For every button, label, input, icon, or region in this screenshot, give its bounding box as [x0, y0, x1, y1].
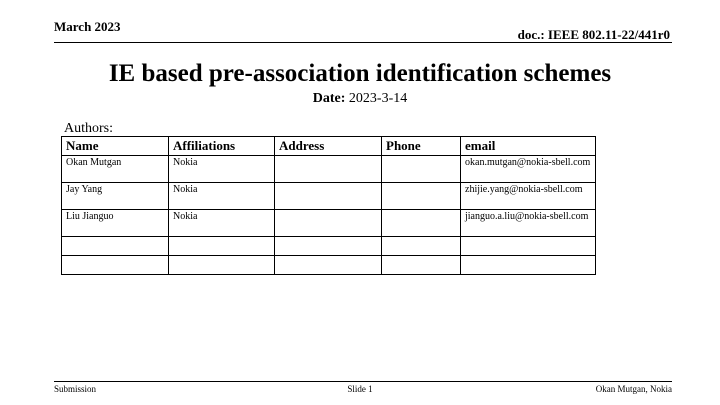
author-phone: [382, 183, 461, 210]
footer-slide-number: Slide 1: [347, 384, 373, 394]
empty-cell: [275, 237, 382, 256]
table-header-row: [62, 137, 596, 156]
author-affiliation: Nokia: [169, 210, 275, 237]
author-name: Liu Jianguo: [62, 210, 169, 237]
empty-cell: [62, 237, 169, 256]
author-email: jianguo.a.liu@nokia-sbell.com: [461, 210, 596, 237]
column-header-address: Address: [275, 137, 382, 156]
author-name: Okan Mutgan: [62, 156, 169, 183]
column-header-name: Name: [62, 137, 169, 156]
header-divider: [54, 42, 672, 43]
authors-label: Authors:: [64, 121, 113, 136]
author-phone: [382, 210, 461, 237]
column-header-email: email: [461, 137, 596, 156]
empty-cell: [382, 256, 461, 275]
empty-cell: [461, 237, 596, 256]
table-row: [62, 156, 596, 183]
footer-submission: Submission: [54, 384, 97, 394]
author-affiliation: Nokia: [169, 183, 275, 210]
date-value: 2023-3-14: [348, 91, 408, 106]
footer-author: Okan Mutgan, Nokia: [595, 384, 672, 394]
column-header-phone: Phone: [382, 137, 461, 156]
header-date: March 2023: [54, 19, 121, 34]
author-email: okan.mutgan@nokia-sbell.com: [461, 156, 596, 183]
empty-cell: [461, 256, 596, 275]
date-line: [0, 91, 720, 107]
header-doc-id: doc.: IEEE 802.11-22/441r0: [517, 27, 670, 42]
author-phone: [382, 156, 461, 183]
table-row-empty: [62, 256, 596, 275]
date-label: Date:: [312, 91, 346, 106]
footer-divider: [54, 381, 672, 382]
author-email: zhijie.yang@nokia-sbell.com: [461, 183, 596, 210]
author-affiliation: Nokia: [169, 156, 275, 183]
author-address: [275, 210, 382, 237]
empty-cell: [62, 256, 169, 275]
column-header-affiliations: Affiliations: [169, 137, 275, 156]
empty-cell: [275, 256, 382, 275]
author-address: [275, 156, 382, 183]
empty-cell: [382, 237, 461, 256]
table-row: [62, 183, 596, 210]
empty-cell: [169, 237, 275, 256]
table-row: [62, 210, 596, 237]
empty-cell: [169, 256, 275, 275]
table-row-empty: [62, 237, 596, 256]
author-name: Jay Yang: [62, 183, 169, 210]
author-address: [275, 183, 382, 210]
authors-table: [61, 136, 596, 275]
slide-title: IE based pre-association identification schemes: [108, 60, 612, 87]
